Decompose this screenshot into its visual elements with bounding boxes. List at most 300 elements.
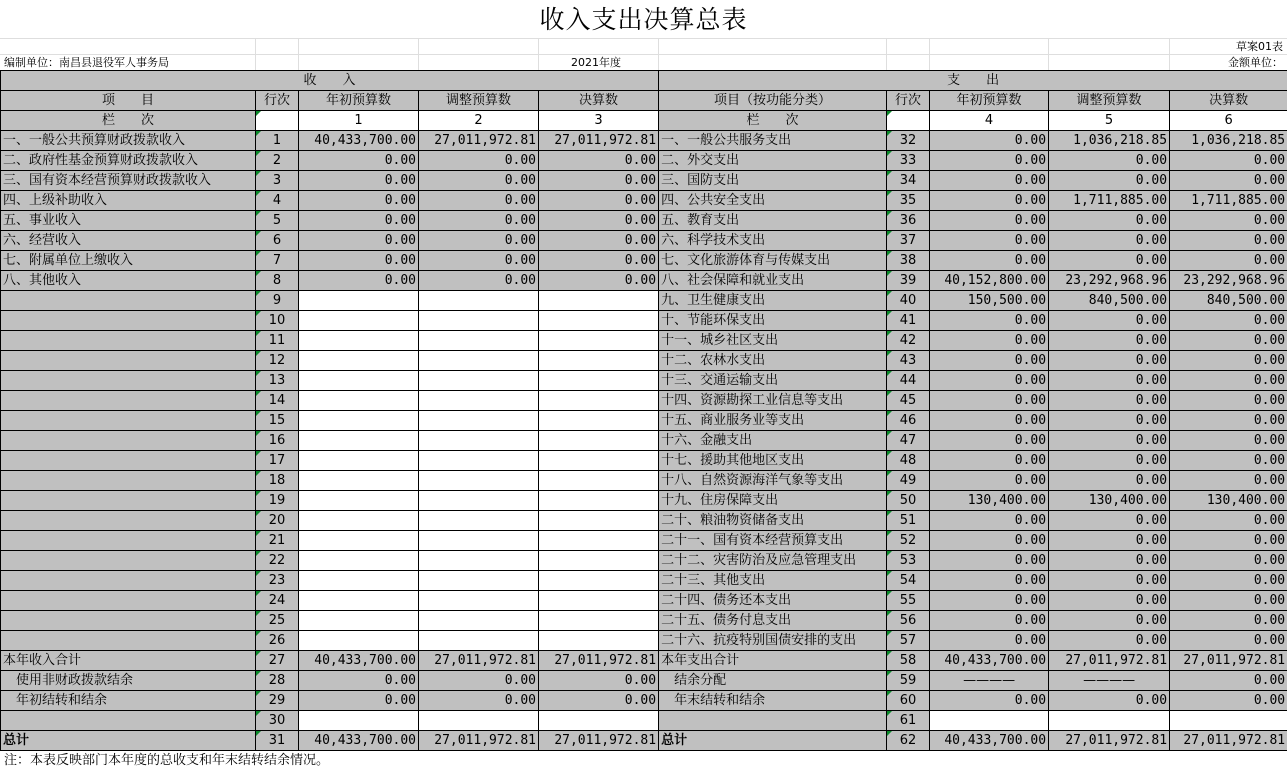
income-row-no-cell[interactable]: 1 <box>256 131 299 151</box>
expense-adjusted-cell[interactable]: 0.00 <box>1049 511 1170 531</box>
expense-item-cell[interactable]: 二十、粮油物资储备支出 <box>659 511 887 531</box>
expense-final-cell[interactable]: 0.00 <box>1170 671 1287 691</box>
expense-final-cell[interactable]: 0.00 <box>1170 371 1287 391</box>
expense-adjusted-cell[interactable]: 0.00 <box>1049 691 1170 711</box>
income-initial-cell[interactable] <box>299 511 419 531</box>
expense-item-cell[interactable]: 十四、资源勘探工业信息等支出 <box>659 391 887 411</box>
expense-initial-cell[interactable]: 130,400.00 <box>930 491 1049 511</box>
income-final-cell[interactable] <box>539 311 659 331</box>
income-item-cell[interactable]: 使用非财政拨款结余 <box>1 671 256 691</box>
income-adjusted-cell[interactable]: 0.00 <box>419 271 539 291</box>
expense-adjusted-cell[interactable]: 0.00 <box>1049 171 1170 191</box>
expense-final-cell[interactable]: 0.00 <box>1170 171 1287 191</box>
income-final-cell[interactable] <box>539 411 659 431</box>
income-initial-cell[interactable]: 40,433,700.00 <box>299 731 419 751</box>
income-initial-cell[interactable] <box>299 291 419 311</box>
expense-item-cell[interactable]: 二十一、国有资本经营预算支出 <box>659 531 887 551</box>
income-initial-cell[interactable]: 40,433,700.00 <box>299 131 419 151</box>
expense-item-cell[interactable]: 二十四、债务还本支出 <box>659 591 887 611</box>
expense-adjusted-cell[interactable]: 0.00 <box>1049 391 1170 411</box>
income-initial-cell[interactable]: 40,433,700.00 <box>299 651 419 671</box>
income-adjusted-cell[interactable] <box>419 371 539 391</box>
income-initial-cell[interactable] <box>299 531 419 551</box>
expense-row-no-cell[interactable]: 59 <box>887 671 930 691</box>
income-row-no-cell[interactable]: 9 <box>256 291 299 311</box>
expense-row-no-cell[interactable]: 62 <box>887 731 930 751</box>
income-row-no-cell[interactable]: 18 <box>256 471 299 491</box>
expense-item-cell[interactable]: 总计 <box>659 731 887 751</box>
expense-initial-cell[interactable]: 0.00 <box>930 371 1049 391</box>
expense-final-cell[interactable]: 0.00 <box>1170 611 1287 631</box>
income-row-no-cell[interactable]: 7 <box>256 251 299 271</box>
expense-item-cell[interactable]: 一、一般公共服务支出 <box>659 131 887 151</box>
income-adjusted-cell[interactable] <box>419 471 539 491</box>
expense-initial-cell[interactable]: 0.00 <box>930 511 1049 531</box>
income-adjusted-cell[interactable] <box>419 431 539 451</box>
expense-initial-cell[interactable]: 0.00 <box>930 331 1049 351</box>
expense-item-cell[interactable] <box>659 711 887 731</box>
expense-row-no-cell[interactable]: 45 <box>887 391 930 411</box>
income-final-cell[interactable]: 0.00 <box>539 151 659 171</box>
income-initial-cell[interactable]: 0.00 <box>299 191 419 211</box>
expense-adjusted-cell[interactable]: 0.00 <box>1049 631 1170 651</box>
income-initial-cell[interactable] <box>299 411 419 431</box>
expense-adjusted-cell[interactable]: 130,400.00 <box>1049 491 1170 511</box>
income-final-cell[interactable] <box>539 331 659 351</box>
income-initial-cell[interactable]: 0.00 <box>299 271 419 291</box>
expense-adjusted-cell[interactable]: 23,292,968.96 <box>1049 271 1170 291</box>
expense-item-cell[interactable]: 八、社会保障和就业支出 <box>659 271 887 291</box>
income-adjusted-cell[interactable]: 0.00 <box>419 151 539 171</box>
income-row-no-cell[interactable]: 13 <box>256 371 299 391</box>
expense-row-no-cell[interactable]: 50 <box>887 491 930 511</box>
expense-adjusted-cell[interactable]: 1,711,885.00 <box>1049 191 1170 211</box>
income-adjusted-cell[interactable] <box>419 571 539 591</box>
expense-final-cell[interactable]: 1,711,885.00 <box>1170 191 1287 211</box>
income-initial-cell[interactable] <box>299 491 419 511</box>
expense-adjusted-cell[interactable]: 0.00 <box>1049 591 1170 611</box>
income-initial-cell[interactable]: 0.00 <box>299 691 419 711</box>
income-adjusted-cell[interactable]: 27,011,972.81 <box>419 131 539 151</box>
expense-initial-cell[interactable]: 0.00 <box>930 471 1049 491</box>
income-initial-cell[interactable]: 0.00 <box>299 151 419 171</box>
income-adjusted-cell[interactable] <box>419 291 539 311</box>
expense-row-no-cell[interactable]: 36 <box>887 211 930 231</box>
expense-item-cell[interactable]: 结余分配 <box>659 671 887 691</box>
income-adjusted-cell[interactable] <box>419 511 539 531</box>
expense-final-cell[interactable]: 0.00 <box>1170 151 1287 171</box>
expense-item-cell[interactable]: 十一、城乡社区支出 <box>659 331 887 351</box>
income-final-cell[interactable]: 0.00 <box>539 671 659 691</box>
expense-adjusted-cell[interactable]: 0.00 <box>1049 531 1170 551</box>
expense-initial-cell[interactable]: 0.00 <box>930 351 1049 371</box>
expense-final-cell[interactable]: 0.00 <box>1170 691 1287 711</box>
income-item-cell[interactable] <box>1 591 256 611</box>
expense-row-no-cell[interactable]: 60 <box>887 691 930 711</box>
expense-initial-cell[interactable]: 40,433,700.00 <box>930 731 1049 751</box>
income-item-cell[interactable]: 八、其他收入 <box>1 271 256 291</box>
income-initial-cell[interactable] <box>299 311 419 331</box>
expense-row-no-cell[interactable]: 55 <box>887 591 930 611</box>
expense-row-no-cell[interactable]: 33 <box>887 151 930 171</box>
income-row-no-cell[interactable]: 12 <box>256 351 299 371</box>
income-row-no-cell[interactable]: 30 <box>256 711 299 731</box>
income-row-no-cell[interactable]: 31 <box>256 731 299 751</box>
income-row-no-cell[interactable]: 29 <box>256 691 299 711</box>
expense-item-cell[interactable]: 五、教育支出 <box>659 211 887 231</box>
expense-final-cell[interactable]: 0.00 <box>1170 511 1287 531</box>
expense-item-cell[interactable]: 四、公共安全支出 <box>659 191 887 211</box>
income-final-cell[interactable] <box>539 531 659 551</box>
income-item-cell[interactable] <box>1 431 256 451</box>
income-item-cell[interactable]: 年初结转和结余 <box>1 691 256 711</box>
expense-item-cell[interactable]: 六、科学技术支出 <box>659 231 887 251</box>
income-final-cell[interactable] <box>539 371 659 391</box>
income-adjusted-cell[interactable]: 0.00 <box>419 191 539 211</box>
income-item-cell[interactable] <box>1 411 256 431</box>
income-adjusted-cell[interactable] <box>419 591 539 611</box>
expense-adjusted-cell[interactable]: 1,036,218.85 <box>1049 131 1170 151</box>
income-adjusted-cell[interactable] <box>419 491 539 511</box>
income-final-cell[interactable] <box>539 711 659 731</box>
income-adjusted-cell[interactable] <box>419 631 539 651</box>
expense-adjusted-cell[interactable]: 840,500.00 <box>1049 291 1170 311</box>
income-adjusted-cell[interactable] <box>419 611 539 631</box>
income-initial-cell[interactable] <box>299 451 419 471</box>
income-row-no-cell[interactable]: 16 <box>256 431 299 451</box>
expense-item-cell[interactable]: 十五、商业服务业等支出 <box>659 411 887 431</box>
income-item-cell[interactable]: 六、经营收入 <box>1 231 256 251</box>
income-row-no-cell[interactable]: 10 <box>256 311 299 331</box>
expense-row-no-cell[interactable]: 61 <box>887 711 930 731</box>
expense-initial-cell[interactable]: 0.00 <box>930 391 1049 411</box>
income-final-cell[interactable]: 0.00 <box>539 191 659 211</box>
expense-final-cell[interactable]: 0.00 <box>1170 251 1287 271</box>
income-final-cell[interactable]: 0.00 <box>539 211 659 231</box>
income-adjusted-cell[interactable]: 0.00 <box>419 691 539 711</box>
income-row-no-cell[interactable]: 26 <box>256 631 299 651</box>
expense-final-cell[interactable]: 23,292,968.96 <box>1170 271 1287 291</box>
income-initial-cell[interactable] <box>299 551 419 571</box>
expense-adjusted-cell[interactable]: 0.00 <box>1049 551 1170 571</box>
expense-initial-cell[interactable]: 150,500.00 <box>930 291 1049 311</box>
expense-initial-cell[interactable]: 0.00 <box>930 631 1049 651</box>
income-final-cell[interactable] <box>539 391 659 411</box>
income-final-cell[interactable] <box>539 631 659 651</box>
income-row-no-cell[interactable]: 21 <box>256 531 299 551</box>
expense-final-cell[interactable]: 0.00 <box>1170 411 1287 431</box>
expense-adjusted-cell[interactable]: 0.00 <box>1049 411 1170 431</box>
income-initial-cell[interactable] <box>299 631 419 651</box>
income-final-cell[interactable] <box>539 491 659 511</box>
income-final-cell[interactable]: 0.00 <box>539 171 659 191</box>
expense-initial-cell[interactable]: 0.00 <box>930 191 1049 211</box>
income-item-cell[interactable] <box>1 331 256 351</box>
expense-initial-cell[interactable]: 0.00 <box>930 151 1049 171</box>
expense-initial-cell[interactable]: 0.00 <box>930 231 1049 251</box>
income-final-cell[interactable] <box>539 451 659 471</box>
income-item-cell[interactable] <box>1 351 256 371</box>
expense-adjusted-cell[interactable]: 0.00 <box>1049 611 1170 631</box>
income-final-cell[interactable]: 0.00 <box>539 231 659 251</box>
expense-initial-cell[interactable]: 40,152,800.00 <box>930 271 1049 291</box>
income-row-no-cell[interactable]: 2 <box>256 151 299 171</box>
income-row-no-cell[interactable]: 6 <box>256 231 299 251</box>
income-row-no-cell[interactable]: 4 <box>256 191 299 211</box>
expense-row-no-cell[interactable]: 40 <box>887 291 930 311</box>
expense-final-cell[interactable]: 840,500.00 <box>1170 291 1287 311</box>
expense-row-no-cell[interactable]: 35 <box>887 191 930 211</box>
expense-initial-cell[interactable]: 0.00 <box>930 591 1049 611</box>
expense-adjusted-cell[interactable]: ———— <box>1049 671 1170 691</box>
expense-final-cell[interactable]: 0.00 <box>1170 331 1287 351</box>
income-row-no-cell[interactable]: 15 <box>256 411 299 431</box>
expense-row-no-cell[interactable]: 32 <box>887 131 930 151</box>
expense-item-cell[interactable]: 十八、自然资源海洋气象等支出 <box>659 471 887 491</box>
income-final-cell[interactable]: 27,011,972.81 <box>539 731 659 751</box>
expense-row-no-cell[interactable]: 41 <box>887 311 930 331</box>
expense-row-no-cell[interactable]: 38 <box>887 251 930 271</box>
expense-item-cell[interactable]: 二十二、灾害防治及应急管理支出 <box>659 551 887 571</box>
income-final-cell[interactable] <box>539 611 659 631</box>
income-row-no-cell[interactable]: 8 <box>256 271 299 291</box>
row-no-cell[interactable] <box>887 111 930 131</box>
income-initial-cell[interactable]: 0.00 <box>299 671 419 691</box>
expense-initial-cell[interactable]: 0.00 <box>930 131 1049 151</box>
income-initial-cell[interactable] <box>299 351 419 371</box>
income-item-cell[interactable] <box>1 391 256 411</box>
expense-initial-cell[interactable]: 0.00 <box>930 691 1049 711</box>
expense-adjusted-cell[interactable]: 0.00 <box>1049 331 1170 351</box>
income-adjusted-cell[interactable] <box>419 451 539 471</box>
expense-final-cell[interactable]: 0.00 <box>1170 451 1287 471</box>
income-initial-cell[interactable] <box>299 591 419 611</box>
income-final-cell[interactable] <box>539 591 659 611</box>
income-adjusted-cell[interactable]: 0.00 <box>419 671 539 691</box>
expense-row-no-cell[interactable]: 56 <box>887 611 930 631</box>
expense-item-cell[interactable]: 二十六、抗疫特别国债安排的支出 <box>659 631 887 651</box>
income-initial-cell[interactable] <box>299 471 419 491</box>
expense-row-no-cell[interactable]: 43 <box>887 351 930 371</box>
income-adjusted-cell[interactable] <box>419 331 539 351</box>
income-item-cell[interactable] <box>1 711 256 731</box>
income-item-cell[interactable]: 一、一般公共预算财政拨款收入 <box>1 131 256 151</box>
expense-final-cell[interactable]: 0.00 <box>1170 211 1287 231</box>
expense-item-cell[interactable]: 十、节能环保支出 <box>659 311 887 331</box>
income-adjusted-cell[interactable] <box>419 551 539 571</box>
expense-initial-cell[interactable]: 40,433,700.00 <box>930 651 1049 671</box>
row-no-cell[interactable] <box>256 111 299 131</box>
expense-initial-cell[interactable]: 0.00 <box>930 171 1049 191</box>
income-adjusted-cell[interactable]: 27,011,972.81 <box>419 651 539 671</box>
expense-final-cell[interactable]: 130,400.00 <box>1170 491 1287 511</box>
expense-final-cell[interactable]: 1,036,218.85 <box>1170 131 1287 151</box>
expense-row-no-cell[interactable]: 46 <box>887 411 930 431</box>
income-final-cell[interactable]: 0.00 <box>539 691 659 711</box>
expense-row-no-cell[interactable]: 48 <box>887 451 930 471</box>
expense-initial-cell[interactable]: 0.00 <box>930 551 1049 571</box>
expense-adjusted-cell[interactable] <box>1049 711 1170 731</box>
income-final-cell[interactable]: 27,011,972.81 <box>539 131 659 151</box>
expense-initial-cell[interactable] <box>930 711 1049 731</box>
expense-initial-cell[interactable]: 0.00 <box>930 451 1049 471</box>
income-item-cell[interactable] <box>1 451 256 471</box>
income-row-no-cell[interactable]: 20 <box>256 511 299 531</box>
expense-item-cell[interactable]: 十六、金融支出 <box>659 431 887 451</box>
income-item-cell[interactable] <box>1 531 256 551</box>
expense-item-cell[interactable]: 九、卫生健康支出 <box>659 291 887 311</box>
expense-row-no-cell[interactable]: 52 <box>887 531 930 551</box>
income-initial-cell[interactable] <box>299 331 419 351</box>
income-row-no-cell[interactable]: 17 <box>256 451 299 471</box>
expense-initial-cell[interactable]: 0.00 <box>930 251 1049 271</box>
expense-row-no-cell[interactable]: 51 <box>887 511 930 531</box>
expense-row-no-cell[interactable]: 44 <box>887 371 930 391</box>
expense-final-cell[interactable]: 0.00 <box>1170 571 1287 591</box>
income-initial-cell[interactable] <box>299 571 419 591</box>
income-item-cell[interactable] <box>1 371 256 391</box>
income-adjusted-cell[interactable] <box>419 531 539 551</box>
expense-item-cell[interactable]: 二十三、其他支出 <box>659 571 887 591</box>
income-item-cell[interactable]: 七、附属单位上缴收入 <box>1 251 256 271</box>
income-adjusted-cell[interactable]: 27,011,972.81 <box>419 731 539 751</box>
expense-adjusted-cell[interactable]: 0.00 <box>1049 211 1170 231</box>
expense-item-cell[interactable]: 七、文化旅游体育与传媒支出 <box>659 251 887 271</box>
income-item-cell[interactable] <box>1 631 256 651</box>
income-final-cell[interactable] <box>539 471 659 491</box>
income-item-cell[interactable]: 三、国有资本经营预算财政拨款收入 <box>1 171 256 191</box>
income-initial-cell[interactable]: 0.00 <box>299 231 419 251</box>
income-final-cell[interactable]: 0.00 <box>539 271 659 291</box>
income-final-cell[interactable] <box>539 571 659 591</box>
income-initial-cell[interactable] <box>299 371 419 391</box>
income-final-cell[interactable] <box>539 511 659 531</box>
expense-initial-cell[interactable]: 0.00 <box>930 571 1049 591</box>
income-item-cell[interactable] <box>1 291 256 311</box>
income-row-no-cell[interactable]: 27 <box>256 651 299 671</box>
income-adjusted-cell[interactable] <box>419 711 539 731</box>
income-item-cell[interactable] <box>1 551 256 571</box>
expense-item-cell[interactable]: 十三、交通运输支出 <box>659 371 887 391</box>
income-row-no-cell[interactable]: 5 <box>256 211 299 231</box>
expense-adjusted-cell[interactable]: 0.00 <box>1049 371 1170 391</box>
income-row-no-cell[interactable]: 11 <box>256 331 299 351</box>
expense-adjusted-cell[interactable]: 27,011,972.81 <box>1049 651 1170 671</box>
income-item-cell[interactable] <box>1 471 256 491</box>
income-final-cell[interactable] <box>539 291 659 311</box>
expense-row-no-cell[interactable]: 49 <box>887 471 930 491</box>
expense-adjusted-cell[interactable]: 27,011,972.81 <box>1049 731 1170 751</box>
expense-final-cell[interactable] <box>1170 711 1287 731</box>
expense-adjusted-cell[interactable]: 0.00 <box>1049 431 1170 451</box>
expense-adjusted-cell[interactable]: 0.00 <box>1049 451 1170 471</box>
income-item-cell[interactable]: 四、上级补助收入 <box>1 191 256 211</box>
expense-adjusted-cell[interactable]: 0.00 <box>1049 571 1170 591</box>
expense-final-cell[interactable]: 0.00 <box>1170 351 1287 371</box>
income-adjusted-cell[interactable]: 0.00 <box>419 251 539 271</box>
expense-final-cell[interactable]: 0.00 <box>1170 311 1287 331</box>
income-item-cell[interactable] <box>1 491 256 511</box>
expense-item-cell[interactable]: 三、国防支出 <box>659 171 887 191</box>
expense-item-cell[interactable]: 年末结转和结余 <box>659 691 887 711</box>
income-final-cell[interactable]: 0.00 <box>539 251 659 271</box>
expense-item-cell[interactable]: 十七、援助其他地区支出 <box>659 451 887 471</box>
income-item-cell[interactable] <box>1 511 256 531</box>
expense-row-no-cell[interactable]: 47 <box>887 431 930 451</box>
income-row-no-cell[interactable]: 22 <box>256 551 299 571</box>
expense-final-cell[interactable]: 0.00 <box>1170 391 1287 411</box>
expense-initial-cell[interactable]: ———— <box>930 671 1049 691</box>
income-item-cell[interactable] <box>1 611 256 631</box>
expense-initial-cell[interactable]: 0.00 <box>930 311 1049 331</box>
income-row-no-cell[interactable]: 25 <box>256 611 299 631</box>
income-row-no-cell[interactable]: 3 <box>256 171 299 191</box>
expense-row-no-cell[interactable]: 58 <box>887 651 930 671</box>
expense-initial-cell[interactable]: 0.00 <box>930 611 1049 631</box>
expense-item-cell[interactable]: 二、外交支出 <box>659 151 887 171</box>
income-initial-cell[interactable] <box>299 391 419 411</box>
income-adjusted-cell[interactable]: 0.00 <box>419 211 539 231</box>
income-row-no-cell[interactable]: 23 <box>256 571 299 591</box>
expense-final-cell[interactable]: 27,011,972.81 <box>1170 651 1287 671</box>
expense-initial-cell[interactable]: 0.00 <box>930 211 1049 231</box>
expense-final-cell[interactable]: 27,011,972.81 <box>1170 731 1287 751</box>
expense-final-cell[interactable]: 0.00 <box>1170 591 1287 611</box>
expense-row-no-cell[interactable]: 57 <box>887 631 930 651</box>
income-initial-cell[interactable] <box>299 611 419 631</box>
income-row-no-cell[interactable]: 24 <box>256 591 299 611</box>
income-adjusted-cell[interactable]: 0.00 <box>419 231 539 251</box>
expense-adjusted-cell[interactable]: 0.00 <box>1049 471 1170 491</box>
income-initial-cell[interactable] <box>299 711 419 731</box>
income-item-cell[interactable] <box>1 571 256 591</box>
expense-adjusted-cell[interactable]: 0.00 <box>1049 351 1170 371</box>
income-item-cell[interactable]: 总计 <box>1 731 256 751</box>
expense-final-cell[interactable]: 0.00 <box>1170 431 1287 451</box>
income-final-cell[interactable]: 27,011,972.81 <box>539 651 659 671</box>
income-item-cell[interactable] <box>1 311 256 331</box>
expense-final-cell[interactable]: 0.00 <box>1170 231 1287 251</box>
income-initial-cell[interactable]: 0.00 <box>299 251 419 271</box>
expense-final-cell[interactable]: 0.00 <box>1170 631 1287 651</box>
expense-item-cell[interactable]: 十九、住房保障支出 <box>659 491 887 511</box>
expense-adjusted-cell[interactable]: 0.00 <box>1049 231 1170 251</box>
income-final-cell[interactable] <box>539 351 659 371</box>
expense-final-cell[interactable]: 0.00 <box>1170 551 1287 571</box>
expense-adjusted-cell[interactable]: 0.00 <box>1049 311 1170 331</box>
income-row-no-cell[interactable]: 14 <box>256 391 299 411</box>
expense-initial-cell[interactable]: 0.00 <box>930 411 1049 431</box>
expense-row-no-cell[interactable]: 54 <box>887 571 930 591</box>
income-item-cell[interactable]: 五、事业收入 <box>1 211 256 231</box>
income-adjusted-cell[interactable] <box>419 311 539 331</box>
income-final-cell[interactable] <box>539 551 659 571</box>
income-initial-cell[interactable]: 0.00 <box>299 171 419 191</box>
income-adjusted-cell[interactable] <box>419 411 539 431</box>
expense-row-no-cell[interactable]: 53 <box>887 551 930 571</box>
expense-adjusted-cell[interactable]: 0.00 <box>1049 151 1170 171</box>
expense-initial-cell[interactable]: 0.00 <box>930 431 1049 451</box>
income-adjusted-cell[interactable] <box>419 351 539 371</box>
expense-final-cell[interactable]: 0.00 <box>1170 531 1287 551</box>
income-final-cell[interactable] <box>539 431 659 451</box>
expense-initial-cell[interactable]: 0.00 <box>930 531 1049 551</box>
income-initial-cell[interactable]: 0.00 <box>299 211 419 231</box>
income-row-no-cell[interactable]: 19 <box>256 491 299 511</box>
expense-row-no-cell[interactable]: 39 <box>887 271 930 291</box>
expense-item-cell[interactable]: 十二、农林水支出 <box>659 351 887 371</box>
income-item-cell[interactable]: 二、政府性基金预算财政拨款收入 <box>1 151 256 171</box>
